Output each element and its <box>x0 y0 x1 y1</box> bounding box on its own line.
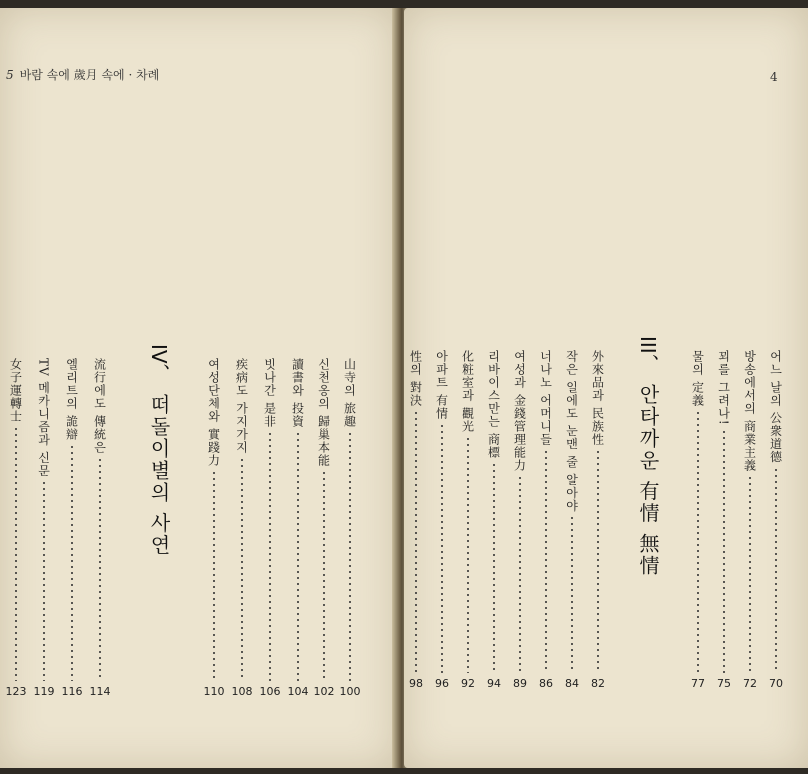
toc-entry <box>688 350 708 690</box>
entry-title: TV 메카니즘과 신문 <box>36 358 51 478</box>
leader-dots <box>493 462 495 673</box>
leader-dots <box>43 480 45 681</box>
entry-page: 89 <box>513 677 527 690</box>
entry-title: 엘리트의 詭辯 <box>64 358 79 441</box>
entry-title: 어느 날의 公衆道德 <box>768 350 783 464</box>
entry-title: 리바이스만는 商標 <box>486 350 501 459</box>
entry-page: 84 <box>565 677 579 690</box>
leader-dots <box>519 475 521 673</box>
entry-page: 119 <box>33 685 55 698</box>
entry-page: 106 <box>259 685 281 698</box>
entry-title: 山寺의 旅趣 <box>342 358 357 428</box>
toc-entry <box>260 358 280 698</box>
entry-title: 꾀를 그려나! <box>716 350 731 426</box>
toc-entry <box>340 358 360 698</box>
toc-entry <box>536 350 556 690</box>
entry-page: 98 <box>409 677 423 690</box>
leader-dots <box>323 470 325 681</box>
entry-page: 108 <box>231 685 253 698</box>
toc-entry <box>406 350 426 690</box>
entry-page: 123 <box>5 685 27 698</box>
entry-title: 流行에도 傳統은 <box>92 358 107 454</box>
entry-page: 70 <box>769 677 783 690</box>
toc-entry <box>34 358 54 698</box>
part-heading: IV、 떠돌이별의 사연 <box>147 344 171 557</box>
entry-page: 86 <box>539 677 553 690</box>
entry-title: 물의 定義 <box>690 350 705 407</box>
left-page <box>0 8 396 768</box>
running-header <box>6 66 159 83</box>
entry-page: 100 <box>339 685 361 698</box>
header-title: 바람 속에 歲月 속에 · 차례 <box>19 68 160 82</box>
toc-entry <box>62 358 82 698</box>
toc-entry <box>766 350 786 690</box>
leader-dots <box>597 449 599 673</box>
leader-dots <box>775 467 777 673</box>
entry-title: 신천옹의 歸巢本能 <box>316 358 331 467</box>
toc-entry <box>288 358 308 698</box>
entry-title: 外來品과 民族性 <box>590 350 605 446</box>
part-numeral: III <box>636 336 660 354</box>
entry-title: 女子運轉士 <box>8 358 23 423</box>
leader-dots <box>349 431 351 681</box>
entry-page: 94 <box>487 677 501 690</box>
toc-entry <box>458 350 478 690</box>
entry-title: 작은 일에도 눈맨 줄 알아야 <box>564 350 579 513</box>
entry-page: 96 <box>435 677 449 690</box>
entry-page: 116 <box>61 685 83 698</box>
entry-page: 75 <box>717 677 731 690</box>
toc-entry <box>588 350 608 690</box>
entry-page: 114 <box>89 685 111 698</box>
part-numeral: IV <box>147 344 171 364</box>
entry-title: 여성단체와 實踐力 <box>206 358 221 467</box>
entry-page: 77 <box>691 677 705 690</box>
toc-entry <box>562 350 582 690</box>
leader-dots <box>213 470 215 681</box>
toc-entry <box>204 358 224 698</box>
right-folio: 4 <box>770 70 778 84</box>
entry-title: 방송에서의 商業主義 <box>742 350 757 472</box>
entry-page: 72 <box>743 677 757 690</box>
leader-dots <box>697 410 699 673</box>
entry-title: 너나노 어머니들 <box>538 350 553 446</box>
entry-title: 여성과 金錢管理能力 <box>512 350 527 472</box>
part-title: 떠돌이별의 사연 <box>147 393 171 557</box>
leader-dots <box>545 449 547 673</box>
leader-dots <box>241 457 243 681</box>
toc-entry <box>432 350 452 690</box>
entry-page: 104 <box>287 685 309 698</box>
part-title: 안타까운 有情 無情 <box>636 384 660 577</box>
header-page-number: 5 <box>6 68 14 82</box>
entry-page: 110 <box>203 685 225 698</box>
leader-dots <box>467 436 469 673</box>
part-heading: III、 안타까운 有情 無情 <box>636 336 660 577</box>
leader-dots <box>441 423 443 673</box>
entry-title: 性의 對決 <box>408 350 423 407</box>
entry-title: 讀書와 投資 <box>290 358 305 428</box>
toc-entry <box>232 358 252 698</box>
leader-dots <box>749 475 751 673</box>
toc-entry <box>510 350 530 690</box>
toc-entry <box>6 358 26 698</box>
toc-entry <box>484 350 504 690</box>
entry-title: 化粧室과 觀光 <box>460 350 475 433</box>
toc-entry <box>90 358 110 698</box>
leader-dots <box>571 515 573 673</box>
entry-title: 疾病도 가지가지 <box>234 358 249 454</box>
entry-title: 빗나간 是非 <box>262 358 277 428</box>
entry-page: 82 <box>591 677 605 690</box>
entry-page: 102 <box>313 685 335 698</box>
leader-dots <box>415 410 417 673</box>
leader-dots <box>15 426 17 681</box>
entry-page: 92 <box>461 677 475 690</box>
leader-dots <box>99 457 101 681</box>
toc-entry <box>740 350 760 690</box>
leader-dots <box>71 444 73 681</box>
toc-entry <box>714 350 734 690</box>
leader-dots <box>723 429 725 673</box>
leader-dots <box>269 431 271 681</box>
entry-title: 아파트 有情 <box>434 350 449 420</box>
leader-dots <box>297 431 299 681</box>
toc-entry <box>314 358 334 698</box>
